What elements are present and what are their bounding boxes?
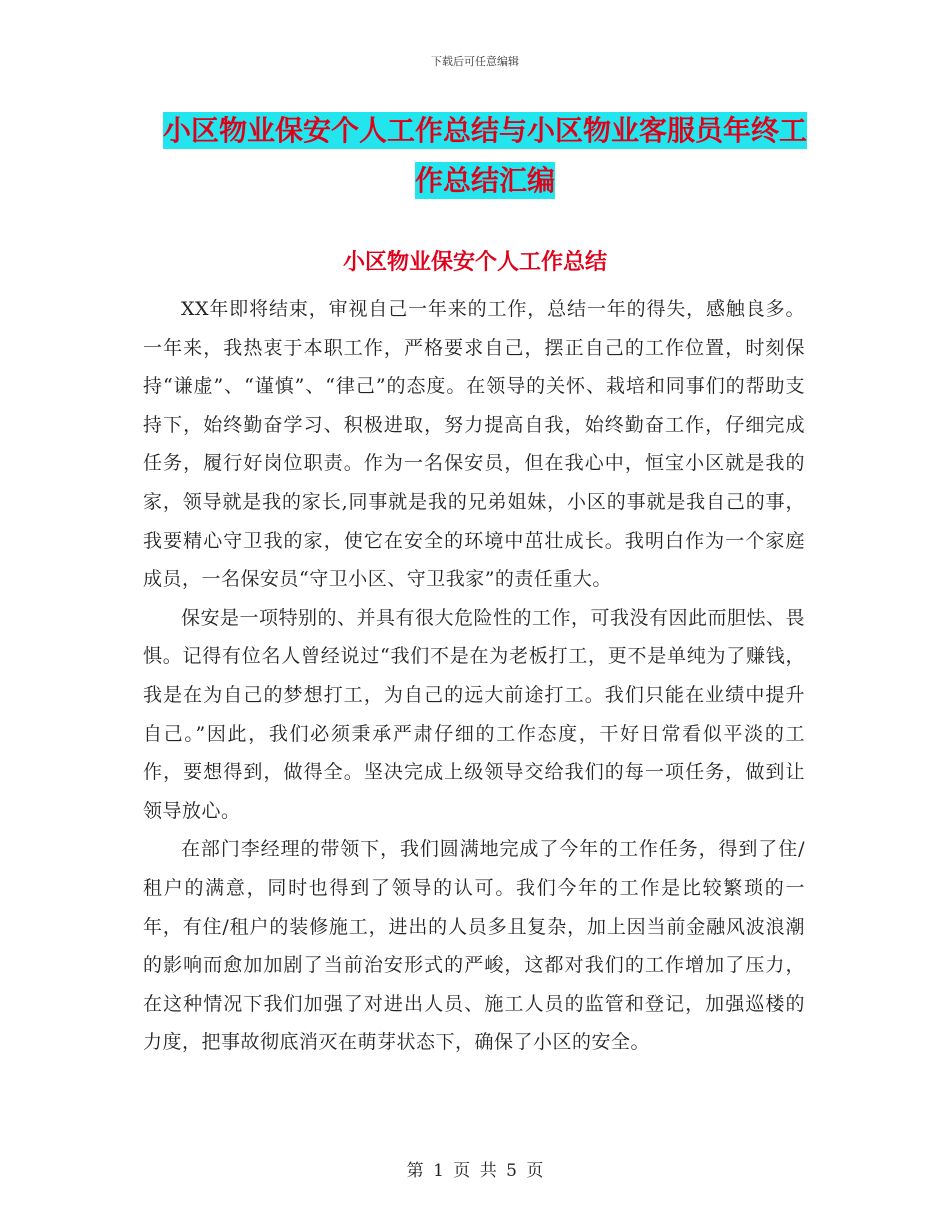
- page-number-footer: 第 1 页 共 5 页: [406, 1161, 544, 1181]
- section-title: 小区物业保安个人工作总结: [342, 250, 607, 275]
- header-note: 下载后可任意编辑: [431, 55, 519, 68]
- main-title: [140, 106, 830, 206]
- paragraph: XX年即将结束，审视自己一年来的工作，总结一年的得失，感触良多。一年来，我热衷于本职工作，严格要求自己，摆正自己的工作位置，时刻保持“谦虚”、“谨慎”、“律己”的态度。在领导的关怀、栽培和同事们的帮助支持下，始终勤奋学习、积极进取，努力提高自我，始终勤奋工作，仔细完成任务，履行好岗位职责。作为一名保安员，但在我心中，恒宝小区就是我的家，领导就是我的家长,同事就是我的兄弟姐妹，小区的事就是我自己的事，我要精心守卫我的家，使它在安全的环境中茁壮成长。我明白作为一个家庭成员，一名保安员“守卫小区、守卫我家”的责任重大。: [143, 298, 805, 591]
- main-title-line-2: 作总结汇编: [414, 164, 555, 197]
- main-title-line-1: 小区物业保安个人工作总结与小区物业客服员年终工: [162, 114, 807, 147]
- paragraph: 保安是一项特别的、并具有很大危险性的工作，可我没有因此而胆怯、畏惧。记得有位名人曾经说过“我们不是在为老板打工，更不是单纯为了赚钱，我是在为自己的梦想打工，为自己的远大前途打工。我们只能在业绩中提升自己。”因此，我们必须秉承严肃仔细的工作态度，干好日常看似平淡的工作，要想得到，做得全。坚决完成上级领导交给我们的每一项任务，做到让领导放心。: [143, 606, 806, 822]
- body-text: [143, 290, 805, 1062]
- paragraph: 在部门李经理的带领下，我们圆满地完成了今年的工作任务，得到了住/租户的满意，同时也得到了领导的认可。我们今年的工作是比较繁琐的一年，有住/租户的装修施工，进出的人员多且复杂，加上因当前金融风波浪潮的影响而愈加加剧了当前治安形式的严峻，这都对我们的工作增加了压力，在这种情况下我们加强了对进出人员、施工人员的监管和登记，加强巡楼的力度，把事故彻底消灭在萌芽状态下，确保了小区的安全。: [143, 838, 805, 1054]
